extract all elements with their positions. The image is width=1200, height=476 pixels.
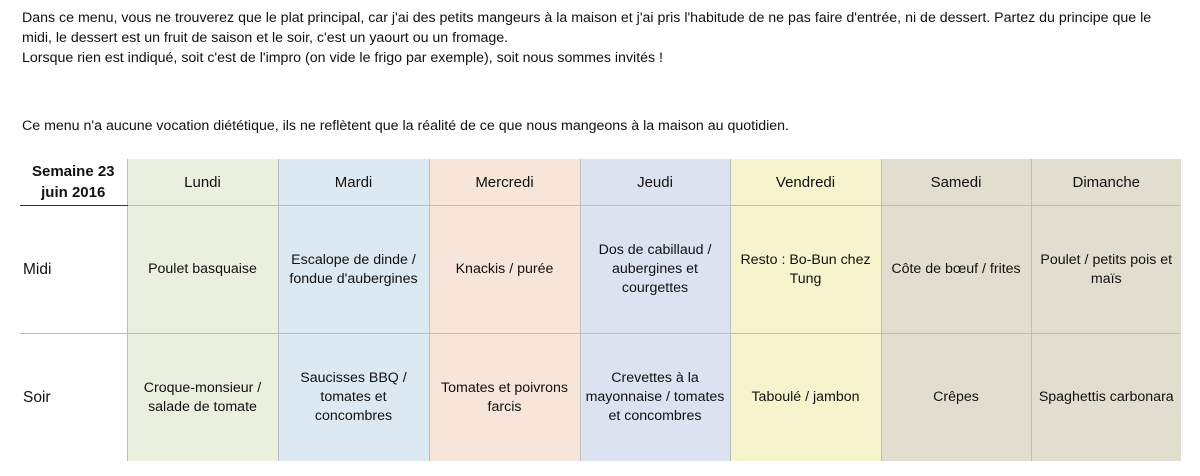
meal-cell: Poulet basquaise — [127, 206, 278, 334]
meal-cell: Saucisses BBQ / tomates et concombres — [278, 334, 429, 462]
day-header-lundi: Lundi — [127, 159, 278, 206]
table-row-midi — [20, 206, 1181, 334]
day-header-mardi: Mardi — [278, 159, 429, 206]
week-label-line1: Semaine 23 — [31, 163, 115, 180]
meal-cell: Côte de bœuf / frites — [881, 206, 1031, 334]
meal-cell: Resto : Bo-Bun chez Tung — [730, 206, 881, 334]
table-row-soir — [20, 334, 1181, 462]
header-row — [20, 159, 1181, 206]
meal-cell: Taboulé / jambon — [730, 334, 881, 462]
row-label-soir: Soir — [20, 334, 127, 462]
meal-cell: Crêpes — [881, 334, 1031, 462]
day-header-vendredi: Vendredi — [730, 159, 881, 206]
intro-text — [22, 8, 1182, 68]
disclaimer-note: Ce menu n'a aucune vocation diététique, ils ne reflètent que la réalité de ce que nous mangeons à la maison au quotidien. — [22, 118, 789, 134]
day-header-dimanche: Dimanche — [1031, 159, 1181, 206]
week-label — [20, 159, 127, 206]
intro-paragraph-1: Dans ce menu, vous ne trouverez que le plat principal, car j'ai des petits mangeurs à la maison et j'ai pris l'habitude de ne pas faire d'entrée, ni de dessert. Partez du principe que le midi, le dessert est un fruit de saison et le soir, c'est un yaourt ou un fromage. — [22, 10, 1152, 46]
meal-cell: Crevettes à la mayonnaise / tomates et concombres — [580, 334, 730, 462]
meal-cell: Knackis / purée — [429, 206, 580, 334]
meal-cell: Spaghettis carbonara — [1031, 334, 1181, 462]
meal-cell: Escalope de dinde / fondue d'aubergines — [278, 206, 429, 334]
week-label-line2: juin 2016 — [41, 184, 106, 201]
row-label-midi: Midi — [20, 206, 127, 334]
meal-cell: Poulet / petits pois et maïs — [1031, 206, 1181, 334]
day-header-samedi: Samedi — [881, 159, 1031, 206]
meal-cell: Croque-monsieur / salade de tomate — [127, 334, 278, 462]
weekly-menu-table — [20, 159, 1181, 461]
meal-cell: Dos de cabillaud / aubergines et courgettes — [580, 206, 730, 334]
day-header-jeudi: Jeudi — [580, 159, 730, 206]
meal-cell: Tomates et poivrons farcis — [429, 334, 580, 462]
day-header-mercredi: Mercredi — [429, 159, 580, 206]
intro-paragraph-2: Lorsque rien est indiqué, soit c'est de l'impro (on vide le frigo par exemple), soit nous sommes invités ! — [22, 50, 664, 66]
